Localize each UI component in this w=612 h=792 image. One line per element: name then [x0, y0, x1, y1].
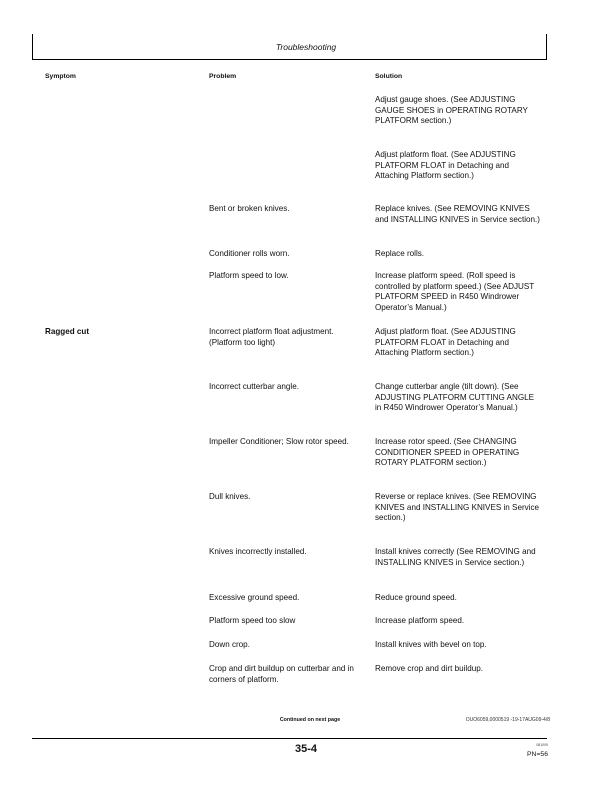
problem-cell: Platform speed to low.: [209, 271, 289, 280]
solution-cell: Adjust platform float. (See ADJUSTING PLATFORM FLOAT in Detaching and Attaching Platform section.): [375, 327, 516, 358]
pn-label: PN=56: [527, 751, 548, 758]
solution-cell: Install knives correctly (See REMOVING and INSTALLING KNIVES in Service section.): [375, 547, 536, 567]
problem-cell: Conditioner rolls worn.: [209, 249, 290, 258]
problem-cell: Crop and dirt buildup on cutterbar and in corners of platform.: [209, 664, 354, 684]
date-code: 081009: [536, 743, 548, 747]
problem-cell: Down crop.: [209, 640, 250, 649]
solution-cell: Install knives with bevel on top.: [375, 640, 487, 649]
solution-cell: Increase platform speed.: [375, 616, 465, 625]
solution-cell: Change cutterbar angle (tilt down). (See ADJUSTING PLATFORM CUTTING ANGLE in R450 Windrower Operator’s Manual.): [375, 382, 535, 413]
footer-rule: [32, 738, 547, 739]
document-code: OUO6059,0000519 -19-17AUG09-4/8: [465, 717, 550, 723]
symptom-cell: Ragged cut: [45, 327, 90, 336]
solution-cell: Increase rotor speed. (See CHANGING CONDITIONER SPEED in OPERATING ROTARY PLATFORM section.): [375, 437, 520, 468]
problem-cell: Incorrect platform float adjustment. (Platform too light): [209, 327, 334, 347]
solution-cell: Increase platform speed. (Roll speed is controlled by platform speed.) (See ADJUST PLATFORM SPEED in R450 Windrower Operator’s Manual.): [375, 271, 535, 312]
problem-cell: Dull knives.: [209, 492, 251, 501]
problem-cell: Impeller Conditioner; Slow rotor speed.: [209, 437, 349, 446]
solution-cell: Remove crop and dirt buildup.: [375, 664, 483, 673]
problem-cell: Incorrect cutterbar angle.: [209, 382, 299, 391]
continued-note: Continued on next page: [279, 717, 341, 723]
problem-cell: Bent or broken knives.: [209, 204, 290, 213]
page-number: 35-4: [294, 743, 318, 755]
solution-cell: Adjust gauge shoes. (See ADJUSTING GAUGE SHOES in OPERATING ROTARY PLATFORM section.): [375, 95, 528, 126]
solution-cell: Adjust platform float. (See ADJUSTING PLATFORM FLOAT in Detaching and Attaching Platform section.): [375, 150, 516, 181]
problem-cell: Platform speed too slow: [209, 616, 296, 625]
page-title: Troubleshooting: [275, 42, 337, 52]
column-header-solution: Solution: [375, 73, 403, 80]
solution-cell: Reverse or replace knives. (See REMOVING KNIVES and INSTALLING KNIVES in Service section.): [375, 492, 540, 523]
column-header-symptom: Symptom: [45, 73, 76, 80]
solution-cell: Replace knives. (See REMOVING KNIVES and INSTALLING KNIVES in Service section.): [375, 204, 540, 224]
problem-cell: Excessive ground speed.: [209, 593, 300, 602]
solution-cell: Replace rolls.: [375, 249, 425, 258]
frame-top-rule: [32, 59, 547, 60]
column-header-problem: Problem: [209, 73, 237, 80]
problem-cell: Knives incorrectly installed.: [209, 547, 307, 556]
solution-cell: Reduce ground speed.: [375, 593, 457, 602]
